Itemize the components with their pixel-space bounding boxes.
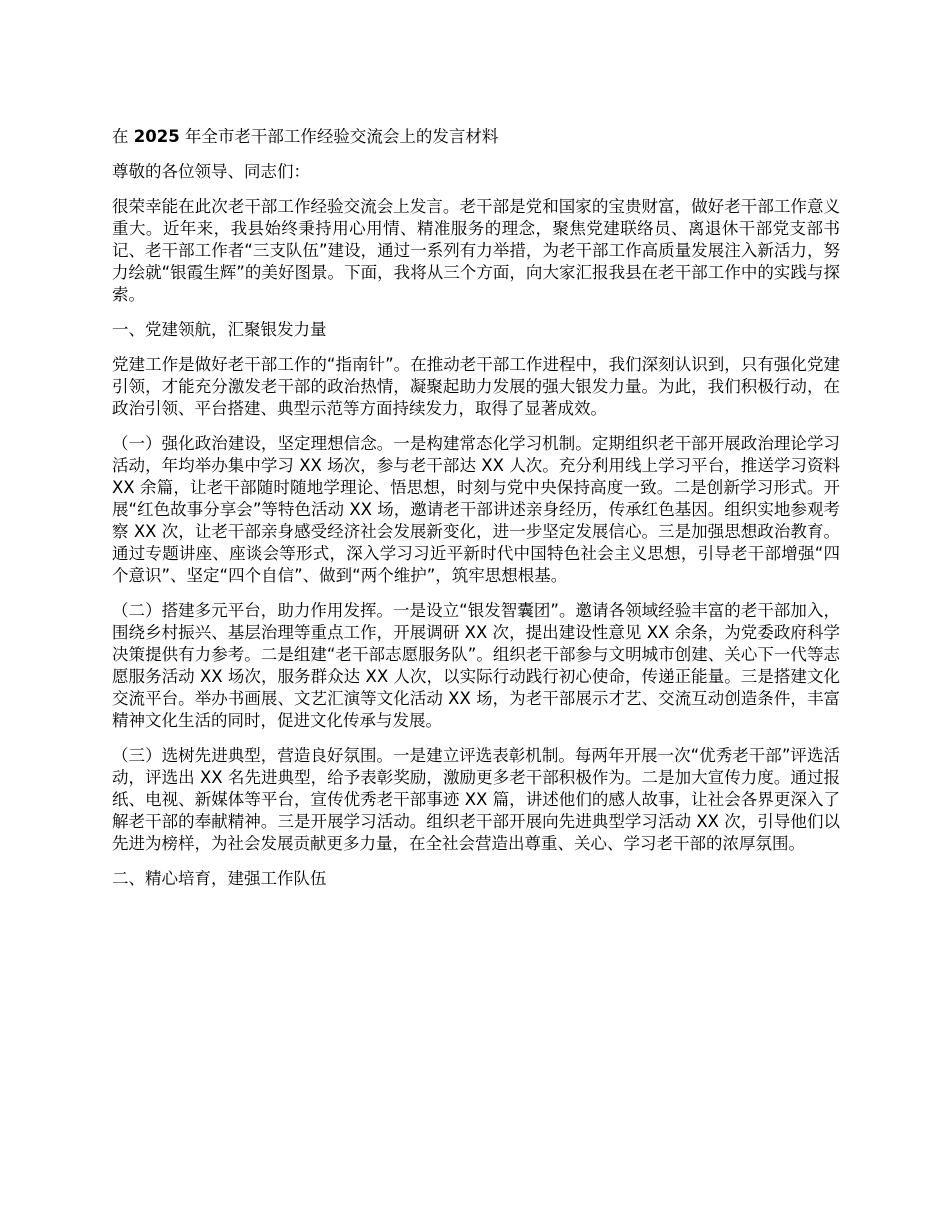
- title-prefix: 在: [112, 127, 134, 146]
- section-1-part-1-paragraph: （一）强化政治建设，坚定理想信念。一是构建常态化学习机制。定期组织老干部开展政治理论学习活动，年均举办集中学习 XX 场次，参与老干部达 XX 人次。充分利用线上学习平台，推送学习资料 XX 余篇，让老干部随时随地学理论、悟思想，时刻与党中央保持高度一致。二是创新学习形式。开展“红色故事分享会”等特色活动 XX 场，邀请老干部讲述亲身经历，传承红色基因。组织实地参观考察 XX 次，让老干部亲身感受经济社会发展新变化，进一步坚定发展信心。三是加强思想政治教育。通过专题讲座、座谈会等形式，深入学习习近平新时代中国特色社会主义思想，引导老干部增强“四个意识”、坚定“四个自信”、做到“两个维护”，筑牢思想根基。: [112, 434, 840, 585]
- section-1-heading: 一、党建领航，汇聚银发力量: [112, 320, 327, 339]
- document-page: [112, 126, 840, 903]
- title-suffix: 年全市老干部工作经验交流会上的发言材料: [179, 127, 499, 146]
- intro-paragraph: 很荣幸能在此次老干部工作经验交流会上发言。老干部是党和国家的宝贵财富，做好老干部工作意义重大。近年来，我县始终秉持用心用情、精准服务的理念，聚焦党建联络员、离退休干部党支部书记、老干部工作者“三支队伍”建设，通过一系列有力举措，为老干部工作高质量发展注入新活力，努力绘就“银霞生辉”的美好图景。下面，我将从三个方面，向大家汇报我县在老干部工作中的实践与探索。: [112, 197, 840, 304]
- section-1-part-2-paragraph: （二）搭建多元平台，助力作用发挥。一是设立“银发智囊团”。邀请各领域经验丰富的老干部加入，围绕乡村振兴、基层治理等重点工作，开展调研 XX 次，提出建设性意见 XX 余条，为党委政府科学决策提供有力参考。二是组建“老干部志愿服务队”。组织老干部参与文明城市创建、关心下一代等志愿服务活动 XX 场次，服务群众达 XX 人次，以实际行动践行初心使命，传递正能量。三是搭建文化交流平台。举办书画展、文艺汇演等文化活动 XX 场，为老干部展示才艺、交流互动创造条件，丰富精神文化生活的同时，促进文化传承与发展。: [112, 601, 840, 730]
- salutation: 尊敬的各位领导、同志们：: [112, 162, 310, 181]
- document-title: [112, 126, 840, 148]
- section-1-intro-paragraph: 党建工作是做好老干部工作的“指南针”。在推动老干部工作进程中，我们深刻认识到，只有强化党建引领，才能充分激发老干部的政治热情，凝聚起助力发展的强大银发力量。为此，我们积极行动，在政治引领、平台搭建、典型示范等方面持续发力，取得了显著成效。: [112, 355, 840, 418]
- section-1-part-3-paragraph: （三）选树先进典型，营造良好氛围。一是建立评选表彰机制。每两年开展一次“优秀老干部”评选活动，评选出 XX 名先进典型，给予表彰奖励，激励更多老干部积极作为。二是加大宣传力度。通过报纸、电视、新媒体等平台，宣传优秀老干部事迹 XX 篇，讲述他们的感人故事，让社会各界更深入了解老干部的奉献精神。三是开展学习活动。组织老干部开展向先进典型学习活动 XX 次，引导他们以先进为榜样，为社会发展贡献更多力量，在全社会营造出尊重、关心、学习老干部的浓厚氛围。: [112, 746, 840, 853]
- section-2-heading: 二、精心培育，建强工作队伍: [112, 869, 327, 888]
- title-year: 2025: [133, 127, 180, 146]
